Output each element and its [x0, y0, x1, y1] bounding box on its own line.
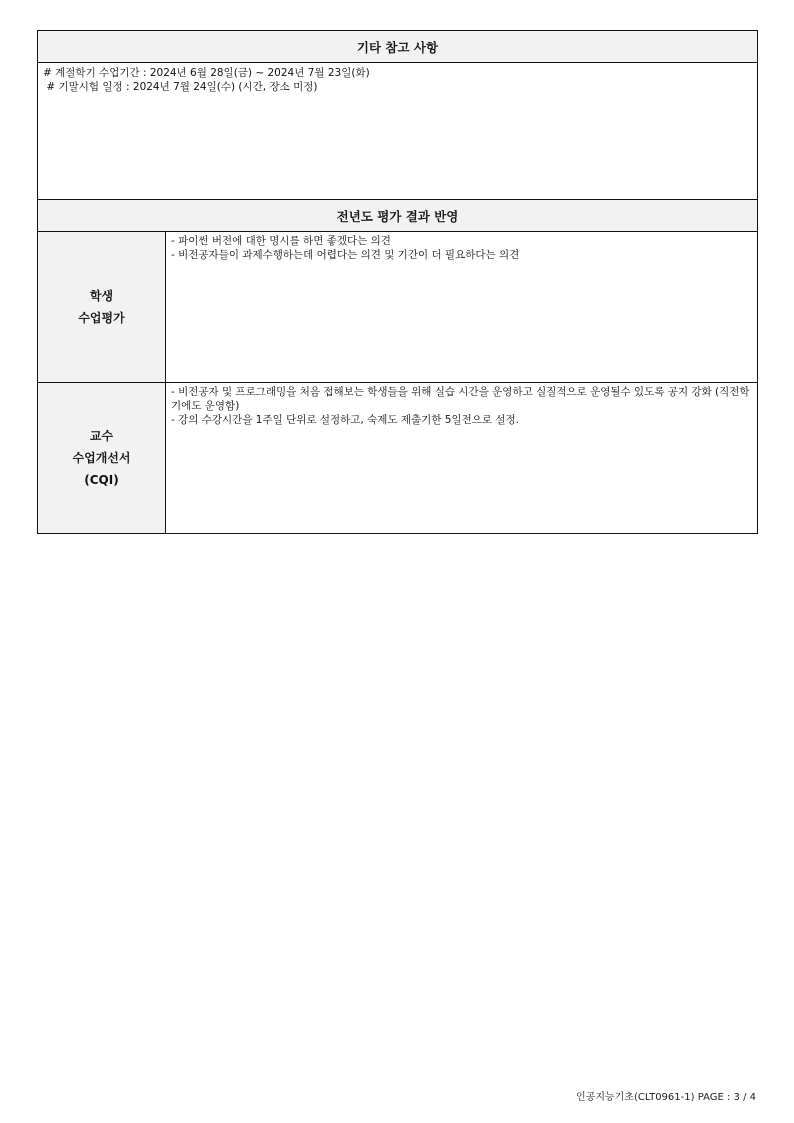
student-eval-line: - 비전공자들이 과제수행하는데 어렵다는 의견 및 기간이 더 필요하다는 의견: [171, 249, 520, 261]
prev-eval-header: 전년도 평가 결과 반영: [38, 200, 758, 232]
student-eval-label: [38, 232, 166, 383]
other-notes-line: # 기말시험 일정 : 2024년 7월 24일(수) (시간, 장소 미정): [43, 81, 318, 93]
professor-cqi-label-line: 교수: [89, 429, 114, 443]
student-eval-label-line: 수업평가: [78, 311, 125, 325]
notes-table: [37, 30, 758, 534]
student-eval-label-line: 학생: [89, 289, 114, 303]
document-page: [37, 30, 757, 534]
student-eval-content: [166, 232, 758, 383]
professor-cqi-line: - 비전공자 및 프로그래밍을 처음 접해보는 학생들을 위해 실습 시간을 운영하고 실질적으로 운영될수 있도록 공지 강화 (직전학기에도 운영함): [171, 386, 750, 412]
professor-cqi-line: - 강의 수강시간을 1주일 단위로 설정하고, 숙제도 제출기한 5일전으로 설정.: [171, 414, 520, 426]
other-notes-header: 기타 참고 사항: [38, 31, 758, 63]
professor-cqi-label-line: 수업개선서: [72, 451, 131, 465]
other-notes-line: # 계절학기 수업기간 : 2024년 6월 28일(금) ~ 2024년 7월 23일(화): [43, 67, 370, 79]
other-notes-content: [38, 63, 758, 200]
student-eval-line: - 파이썬 버전에 대한 명시를 하면 좋겠다는 의견: [171, 235, 391, 247]
professor-cqi-label-line: (CQI): [84, 473, 119, 487]
page-footer: 인공지능기초(CLT0961-1) PAGE : 3 / 4: [576, 1092, 756, 1103]
professor-cqi-content: [166, 383, 758, 534]
professor-cqi-label: [38, 383, 166, 534]
